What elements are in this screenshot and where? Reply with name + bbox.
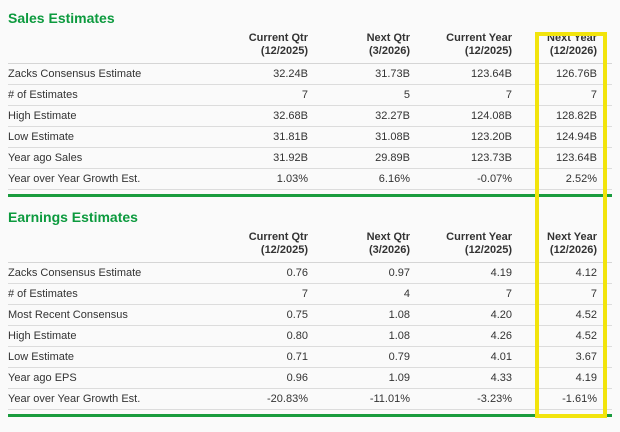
column-header-next-year: Next Year (12/2026): [518, 227, 612, 263]
cell-value: 4.33: [416, 368, 518, 389]
green-divider: [8, 194, 612, 197]
table-row: [8, 389, 612, 410]
table-row: [8, 263, 612, 284]
green-divider: [8, 414, 612, 417]
column-header-current-year: Current Year (12/2025): [416, 227, 518, 263]
table-row: [8, 284, 612, 305]
cell-value: 0.75: [212, 305, 314, 326]
cell-value: 0.76: [212, 263, 314, 284]
estimates-panel: [0, 10, 620, 417]
cell-value: 7: [416, 85, 518, 106]
cell-value: 7: [212, 284, 314, 305]
cell-value: 4.19: [416, 263, 518, 284]
cell-value: 1.03%: [212, 169, 314, 190]
earnings-estimates-title: Earnings Estimates: [8, 209, 138, 225]
cell-value: 1.08: [314, 326, 416, 347]
table-row: [8, 169, 612, 190]
cell-value: 4.19: [518, 368, 612, 389]
cell-value: 5: [314, 85, 416, 106]
table-row: [8, 148, 612, 169]
cell-value: 2.52%: [518, 169, 612, 190]
cell-value: 0.80: [212, 326, 314, 347]
column-header-spacer: [8, 28, 212, 64]
cell-value: -20.83%: [212, 389, 314, 410]
row-label: High Estimate: [8, 326, 212, 347]
cell-value: 4.52: [518, 305, 612, 326]
earnings-estimates-table: [8, 227, 612, 410]
sales-estimates-title: Sales Estimates: [8, 10, 115, 26]
cell-value: -11.01%: [314, 389, 416, 410]
column-header-next-qtr: Next Qtr (3/2026): [314, 227, 416, 263]
row-label: Low Estimate: [8, 127, 212, 148]
cell-value: 4.52: [518, 326, 612, 347]
row-label: # of Estimates: [8, 85, 212, 106]
row-label: Low Estimate: [8, 347, 212, 368]
column-header-next-qtr: Next Qtr (3/2026): [314, 28, 416, 64]
header-row: [8, 227, 612, 263]
cell-value: 32.27B: [314, 106, 416, 127]
column-header-current-year: Current Year (12/2025): [416, 28, 518, 64]
cell-value: 31.92B: [212, 148, 314, 169]
cell-value: 126.76B: [518, 64, 612, 85]
earnings-estimates-section: [8, 209, 612, 417]
cell-value: 31.73B: [314, 64, 416, 85]
row-label: Zacks Consensus Estimate: [8, 64, 212, 85]
cell-value: 7: [416, 284, 518, 305]
cell-value: 4.26: [416, 326, 518, 347]
cell-value: -0.07%: [416, 169, 518, 190]
cell-value: -1.61%: [518, 389, 612, 410]
cell-value: -3.23%: [416, 389, 518, 410]
estimates-page: [0, 10, 620, 432]
table-row: [8, 347, 612, 368]
cell-value: 6.16%: [314, 169, 416, 190]
cell-value: 31.08B: [314, 127, 416, 148]
column-header-current-qtr: Current Qtr (12/2025): [212, 227, 314, 263]
cell-value: 7: [518, 85, 612, 106]
cell-value: 0.97: [314, 263, 416, 284]
cell-value: 31.81B: [212, 127, 314, 148]
table-row: [8, 85, 612, 106]
table-row: [8, 368, 612, 389]
cell-value: 123.64B: [518, 148, 612, 169]
cell-value: 3.67: [518, 347, 612, 368]
row-label: High Estimate: [8, 106, 212, 127]
column-header-next-year: Next Year (12/2026): [518, 28, 612, 64]
row-label: Year over Year Growth Est.: [8, 389, 212, 410]
cell-value: 32.68B: [212, 106, 314, 127]
table-row: [8, 127, 612, 148]
sales-estimates-section: [8, 10, 612, 197]
cell-value: 124.08B: [416, 106, 518, 127]
row-label: Year ago Sales: [8, 148, 212, 169]
column-header-current-qtr: Current Qtr (12/2025): [212, 28, 314, 64]
cell-value: 29.89B: [314, 148, 416, 169]
row-label: Year over Year Growth Est.: [8, 169, 212, 190]
cell-value: 4.20: [416, 305, 518, 326]
cell-value: 0.79: [314, 347, 416, 368]
header-row: [8, 28, 612, 64]
cell-value: 1.09: [314, 368, 416, 389]
cell-value: 123.73B: [416, 148, 518, 169]
table-row: [8, 106, 612, 127]
cell-value: 128.82B: [518, 106, 612, 127]
cell-value: 0.71: [212, 347, 314, 368]
sales-estimates-table: [8, 28, 612, 190]
row-label: # of Estimates: [8, 284, 212, 305]
cell-value: 1.08: [314, 305, 416, 326]
cell-value: 124.94B: [518, 127, 612, 148]
cell-value: 32.24B: [212, 64, 314, 85]
column-header-spacer: [8, 227, 212, 263]
row-label: Year ago EPS: [8, 368, 212, 389]
cell-value: 123.64B: [416, 64, 518, 85]
row-label: Zacks Consensus Estimate: [8, 263, 212, 284]
cell-value: 4: [314, 284, 416, 305]
cell-value: 123.20B: [416, 127, 518, 148]
row-label: Most Recent Consensus: [8, 305, 212, 326]
cell-value: 4.12: [518, 263, 612, 284]
cell-value: 7: [212, 85, 314, 106]
table-row: [8, 64, 612, 85]
cell-value: 7: [518, 284, 612, 305]
cell-value: 0.96: [212, 368, 314, 389]
table-row: [8, 305, 612, 326]
table-row: [8, 326, 612, 347]
cell-value: 4.01: [416, 347, 518, 368]
